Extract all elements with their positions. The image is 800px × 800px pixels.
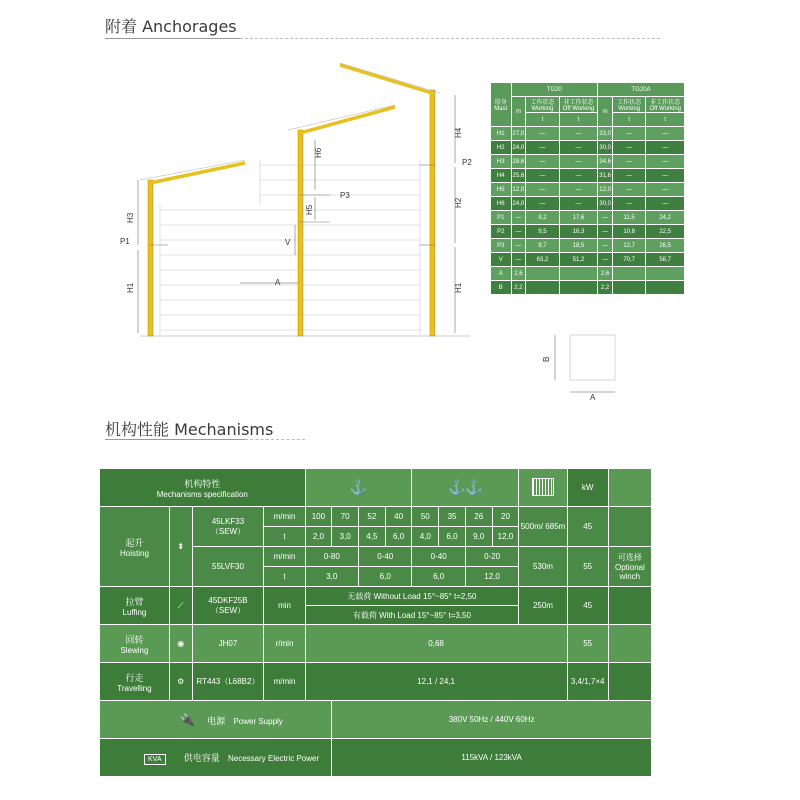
t-header: t (559, 113, 598, 127)
luffing-kw: 45 (567, 587, 608, 625)
anchor-cell: 63,2 (526, 253, 559, 267)
anchor-cell: 2,2 (511, 281, 526, 295)
m-header: m (511, 97, 526, 127)
hoist-kw-2: 55 (567, 547, 608, 587)
hoist2-load-0: 3,0 (305, 567, 358, 587)
electric-value: 115kVA / 123kVA (332, 739, 652, 777)
anchor-cell (526, 267, 559, 281)
hoist-unit-speed: m/min (264, 507, 305, 527)
hoist-speed-7: 20 (492, 507, 519, 527)
anchor-cell: — (559, 155, 598, 169)
hoist-speed-5: 35 (439, 507, 466, 527)
slewing-value: 0,68 (305, 625, 567, 663)
slewing-label (100, 625, 170, 663)
anchor-cell: — (526, 155, 559, 169)
label-h5: H5 (305, 204, 314, 215)
hoist-speed-3: 40 (385, 507, 412, 527)
anchor-row-name: P2 (491, 225, 512, 239)
luffing-en: Luffing (122, 607, 147, 617)
anchor-cell: — (646, 127, 685, 141)
label-p3: P3 (340, 191, 350, 200)
anchor-cell: 26,5 (646, 239, 685, 253)
anchor-cell: — (646, 183, 685, 197)
anchor-cell (646, 281, 685, 295)
anchor-cell: — (646, 155, 685, 169)
anchor-cell: 24,0 (511, 197, 526, 211)
anchor-cell: — (598, 211, 613, 225)
anchor-cell: — (612, 197, 645, 211)
anchor-row-name: H5 (491, 183, 512, 197)
hoist-load-3: 6,0 (385, 527, 412, 547)
luffing-no-load: 无载荷 Without Load 15°~85° t=2,50 (305, 587, 519, 606)
hoist-unit-t-2: t (264, 567, 305, 587)
mast-header: 塔身 Mast (491, 83, 512, 127)
hoist-load-2: 4,5 (359, 527, 386, 547)
label-h4: H4 (454, 127, 463, 138)
anchor-cell: — (646, 141, 685, 155)
anchor-cell: — (526, 141, 559, 155)
anchor-cell: 9,7 (526, 239, 559, 253)
off-working-header: 非工作状态 Off Working (559, 97, 598, 113)
anchor-row-name: P3 (491, 239, 512, 253)
anchor-cell: 10,8 (612, 225, 645, 239)
hoisting-label (100, 507, 170, 587)
anchor-cell: 17,6 (559, 211, 598, 225)
title-dash-rule-2 (245, 439, 305, 440)
hoist2-load-3: 12,0 (465, 567, 518, 587)
hoist-load-1: 3,0 (332, 527, 359, 547)
travelling-cn: 行走 (125, 672, 144, 683)
label-p1: P1 (120, 237, 130, 246)
anchor-row (491, 253, 685, 267)
hoist-rope-2: 530m (519, 547, 567, 587)
hoist2-speed-0: 0-80 (305, 547, 358, 567)
luffing-empty (608, 587, 651, 625)
label-h3: H3 (126, 212, 135, 223)
anchor-cell (559, 267, 598, 281)
hoist-model-1-sew: （SEW） (210, 526, 246, 536)
hoist2-load-2: 6,0 (412, 567, 465, 587)
anchor-row-name: H1 (491, 127, 512, 141)
mechanisms-title: 机构性能 Mechanisms (105, 420, 274, 439)
slewing-kw: 55 (567, 625, 608, 663)
anchor-cell: — (559, 197, 598, 211)
luffing-cn: 拉臂 (125, 596, 144, 607)
anchorage-diagram (100, 55, 485, 350)
label-h6: H6 (314, 147, 323, 158)
anchor-cell: — (511, 253, 526, 267)
hoist2-speed-3: 0-20 (465, 547, 518, 567)
label-v: V (285, 238, 291, 247)
anchor-cell: 33,0 (598, 127, 613, 141)
anchor-cell: — (511, 225, 526, 239)
travelling-icon: ⚙ (169, 663, 192, 701)
anchor-cell: — (559, 169, 598, 183)
travelling-empty (608, 663, 651, 701)
anchorage-table (490, 82, 685, 295)
mechanisms-table (99, 468, 652, 777)
hoist2-speed-2: 0-40 (412, 547, 465, 567)
anchor-cell: 70,7 (612, 253, 645, 267)
anchor-cell: — (612, 155, 645, 169)
anchor-row (491, 183, 685, 197)
anchor-row (491, 197, 685, 211)
hoist-load-6: 9,0 (465, 527, 492, 547)
anchor-cell: — (559, 141, 598, 155)
luffing-with-load: 有载荷 With Load 15°~85° t=3,50 (305, 606, 519, 625)
anchor-cell: 2,6 (598, 267, 613, 281)
anchor-cell: — (598, 225, 613, 239)
spec-en: Mechanisms specification (156, 489, 248, 499)
off-working-header-a: 非工作状态 Off Working (646, 97, 685, 113)
hoist-speed-4: 50 (412, 507, 439, 527)
electric-power-label (100, 739, 332, 777)
anchor-row (491, 169, 685, 183)
slewing-cn: 回转 (125, 634, 144, 645)
anchor-row-name: V (491, 253, 512, 267)
anchor-cell: 28,6 (511, 155, 526, 169)
anchor-cell: 24,2 (646, 211, 685, 225)
power-value: 380V 50Hz / 440V 60Hz (332, 701, 652, 739)
electric-en: Necessary Electric Power (227, 753, 320, 763)
anchor-cell: — (646, 197, 685, 211)
travelling-unit: m/min (264, 663, 305, 701)
luffing-icon: ⟋ (169, 587, 192, 625)
luffing-model-name: 45DKF25B (208, 595, 248, 605)
tg20-header: TG20 (511, 83, 598, 97)
anchor-cell: 2,6 (511, 267, 526, 281)
anchor-cell: 9,2 (526, 211, 559, 225)
anchor-row (491, 281, 685, 295)
hoist2-speed-1: 0-40 (359, 547, 412, 567)
anchor-row (491, 141, 685, 155)
hoist-model-1-name: 45LKF33 (211, 516, 245, 526)
label-h1-left: H1 (126, 282, 135, 293)
anchor-row (491, 267, 685, 281)
travelling-kw: 3,4/1,7×4 (567, 663, 608, 701)
hoist-load-7: 12,0 (492, 527, 519, 547)
empty-header (608, 469, 651, 507)
anchor-row-name: H2 (491, 141, 512, 155)
anchor-row (491, 127, 685, 141)
hoist-rope-1: 500m/ 685m (519, 507, 567, 547)
label-a-plan: A (590, 393, 596, 402)
anchor-cell: 9,5 (526, 225, 559, 239)
travelling-en: Travelling (117, 683, 152, 693)
luffing-model (192, 587, 264, 625)
hook-double-icon-cell (412, 469, 519, 507)
anchor-cell: — (559, 183, 598, 197)
plug-icon: 🔌 (180, 712, 195, 727)
anchor-cell: — (526, 183, 559, 197)
t-header: t (612, 113, 645, 127)
anchor-cell: — (612, 141, 645, 155)
anchor-cell: 25,6 (511, 169, 526, 183)
hook-single-icon-cell (305, 469, 412, 507)
anchor-row-name: B (491, 281, 512, 295)
anchor-cell (612, 281, 645, 295)
luffing-unit: min (264, 587, 305, 625)
anchor-cell: 12,7 (612, 239, 645, 253)
anchor-cell: 27,0 (511, 127, 526, 141)
title-rule-2 (105, 439, 245, 440)
anchor-cell: 30,0 (598, 141, 613, 155)
anchor-row (491, 155, 685, 169)
working-header-a: 工作状态 Working (612, 97, 645, 113)
anchor-cell: 31,6 (598, 169, 613, 183)
anchor-cell: — (526, 169, 559, 183)
slewing-empty (608, 625, 651, 663)
anchor-cell: — (612, 169, 645, 183)
spec-header (100, 469, 306, 507)
title-dash-rule (240, 38, 660, 39)
anchorage-table-body (491, 127, 685, 295)
kva-badge: KVA (144, 754, 166, 765)
anchor-cell (646, 267, 685, 281)
hoist-model-1 (192, 507, 264, 547)
luffing-model-sew: （SEW） (210, 605, 246, 615)
power-cn: 电源 (207, 715, 226, 726)
label-h1-right: H1 (454, 282, 463, 293)
power-en: Power Supply (233, 716, 283, 726)
hoist-speed-2: 52 (359, 507, 386, 527)
optional-en: Optional winch (614, 563, 645, 581)
luffing-label (100, 587, 170, 625)
hoist-kw-1: 45 (567, 507, 608, 547)
anchor-row-name: H6 (491, 197, 512, 211)
tg20a-header: TG20A (598, 83, 685, 97)
travelling-value: 12,1 / 24,1 (305, 663, 567, 701)
anchor-row-name: P1 (491, 211, 512, 225)
spec-cn: 机构特性 (184, 478, 221, 489)
hoist-speed-6: 26 (465, 507, 492, 527)
plan-diagram (540, 330, 640, 410)
hoist2-load-1: 6,0 (359, 567, 412, 587)
title-rule (105, 38, 240, 39)
label-h2: H2 (454, 197, 463, 208)
anchor-cell (526, 281, 559, 295)
anchor-cell: — (646, 169, 685, 183)
anchor-cell: 11,5 (612, 211, 645, 225)
hoisting-en: Hoisting (119, 548, 149, 558)
t-header: t (646, 113, 685, 127)
anchor-row-name: H4 (491, 169, 512, 183)
working-header: 工作状态 Working (526, 97, 559, 113)
anchor-cell: — (612, 127, 645, 141)
power-supply-label (100, 701, 332, 739)
optional-winch (608, 547, 651, 587)
slewing-icon: ◉ (169, 625, 192, 663)
luffing-rope: 250m (519, 587, 567, 625)
t-header: t (526, 113, 559, 127)
hoist-unit-speed-2: m/min (264, 547, 305, 567)
anchor-cell: — (526, 127, 559, 141)
hoist-load-5: 6,0 (439, 527, 466, 547)
hook-double-icon: ⚓⚓ (447, 479, 483, 495)
anchor-cell: 24,0 (511, 141, 526, 155)
electric-cn: 供电容量 (183, 752, 220, 763)
hoist-speed-1: 70 (332, 507, 359, 527)
anchor-cell (559, 281, 598, 295)
hoist-unit-t: t (264, 527, 305, 547)
travelling-label (100, 663, 170, 701)
anchor-cell: 18,5 (559, 239, 598, 253)
anchor-cell: 16,3 (559, 225, 598, 239)
hoist-load-4: 4,0 (412, 527, 439, 547)
anchorages-title: 附着 Anchorages (105, 17, 237, 36)
hoist-load-0: 2,0 (305, 527, 332, 547)
anchor-cell: — (511, 211, 526, 225)
anchor-cell: 2,2 (598, 281, 613, 295)
hoist-model-2: 55LVF30 (192, 547, 264, 587)
anchor-row (491, 239, 685, 253)
anchor-cell: 12,0 (598, 183, 613, 197)
m-header-a: m (598, 97, 613, 127)
hoisting-cn: 起升 (125, 537, 144, 548)
drum-icon-cell (519, 469, 567, 507)
kw-header: kW (567, 469, 608, 507)
hook-single-icon: ⚓ (349, 479, 368, 495)
anchor-cell: 22,5 (646, 225, 685, 239)
anchor-cell: 30,0 (598, 197, 613, 211)
anchor-cell: — (598, 239, 613, 253)
drum-icon (532, 478, 554, 496)
optional-cn: 可选择 (617, 553, 642, 562)
anchor-cell: — (526, 197, 559, 211)
anchor-row (491, 225, 685, 239)
travelling-model: RT443（L68B2） (192, 663, 264, 701)
label-b: B (542, 356, 551, 362)
slewing-en: Slewing (120, 645, 149, 655)
anchor-cell: 51,2 (559, 253, 598, 267)
anchor-row-name: A (491, 267, 512, 281)
anchor-row-name: H3 (491, 155, 512, 169)
anchor-cell: — (559, 127, 598, 141)
anchor-cell: — (598, 253, 613, 267)
label-p2: P2 (462, 158, 472, 167)
slewing-model: JH07 (192, 625, 264, 663)
label-a: A (275, 278, 281, 287)
anchor-cell: 34,6 (598, 155, 613, 169)
anchor-cell: 12,0 (511, 183, 526, 197)
anchor-cell: 58,7 (646, 253, 685, 267)
anchor-cell: — (612, 183, 645, 197)
hoist-empty-1 (608, 507, 651, 547)
hoist-arrow-icon: ⬍ (169, 507, 192, 587)
anchor-row (491, 211, 685, 225)
anchor-cell: — (511, 239, 526, 253)
anchor-cell (612, 267, 645, 281)
hoist-speed-0: 100 (305, 507, 332, 527)
slewing-unit: r/min (264, 625, 305, 663)
